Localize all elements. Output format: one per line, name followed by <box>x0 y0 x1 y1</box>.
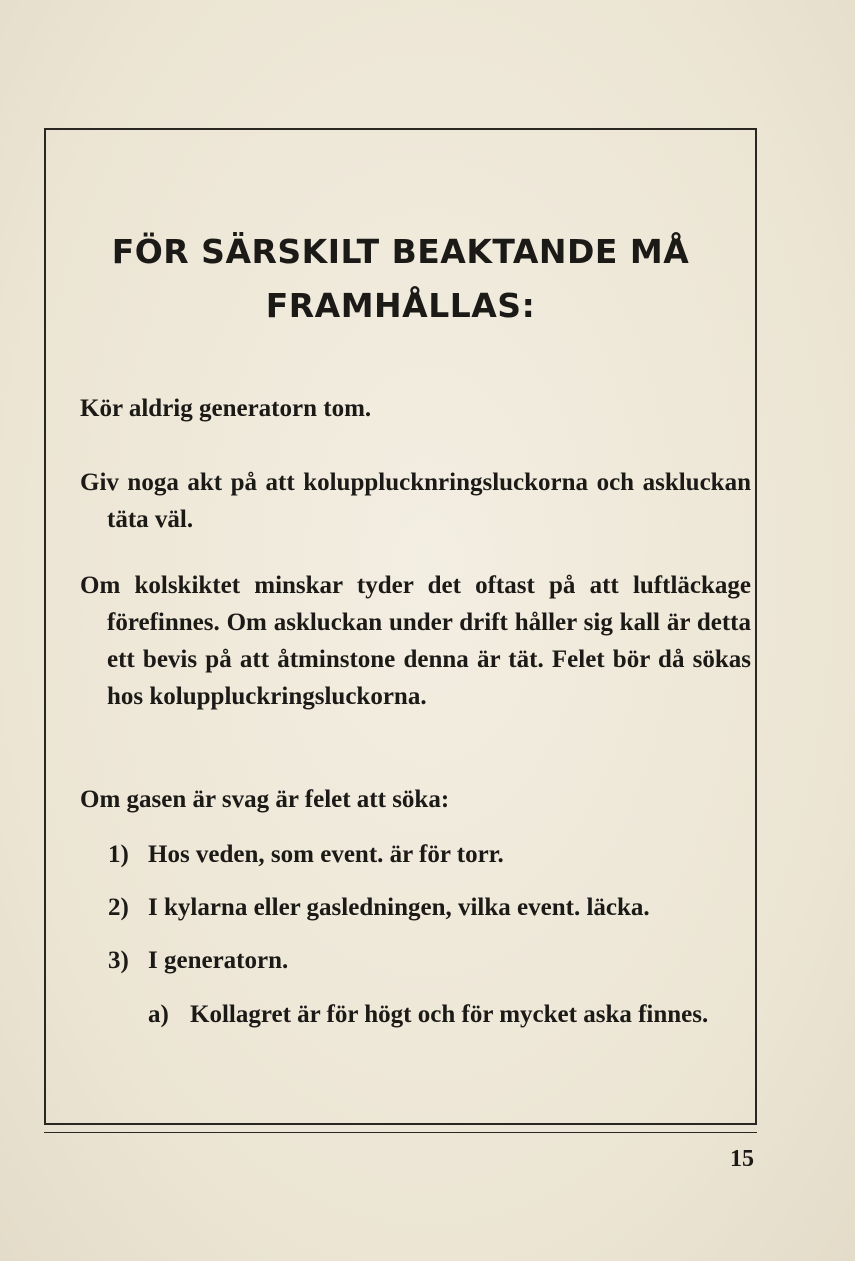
list-text: I generatorn. <box>148 947 289 974</box>
page-number: 15 <box>730 1146 754 1172</box>
list-text: I kylarna eller gasledningen, vilka event. läcka. <box>148 894 650 921</box>
paragraph-2: Giv noga akt på att kolupplucknringsluckorna och askluckan täta väl. <box>80 469 751 533</box>
list-number: 2) <box>108 894 129 921</box>
paragraph-3: Om kolskiktet minskar tyder det oftast på att luftläckage förefinnes. Om askluckan under drift håller sig kall är detta ett bevis på att åtminstone denna är tät. Felet bör då sökas hos koluppluckringsluckorna. <box>80 572 751 710</box>
bottom-rule <box>44 1132 757 1133</box>
list-letter: a) <box>148 1001 169 1028</box>
list-text: Kollagret är för högt och för mycket aska finnes. <box>190 1001 709 1028</box>
list-item-1 <box>108 836 724 873</box>
heading-line-2: FRAMHÅLLAS: <box>265 286 536 325</box>
heading-line-1: FÖR SÄRSKILT BEAKTANDE MÅ <box>111 232 690 271</box>
paragraph-1: Kör aldrig generatorn tom. <box>80 395 372 422</box>
sub-list-item-a <box>148 996 724 1033</box>
list-text: Hos veden, som event. är för torr. <box>148 841 504 868</box>
list-item-3 <box>108 942 724 979</box>
list-number: 3) <box>108 947 129 974</box>
list-item-2 <box>108 889 724 926</box>
paragraph-4: Om gasen är svag är felet att söka: <box>80 786 450 813</box>
list-number: 1) <box>108 841 129 868</box>
